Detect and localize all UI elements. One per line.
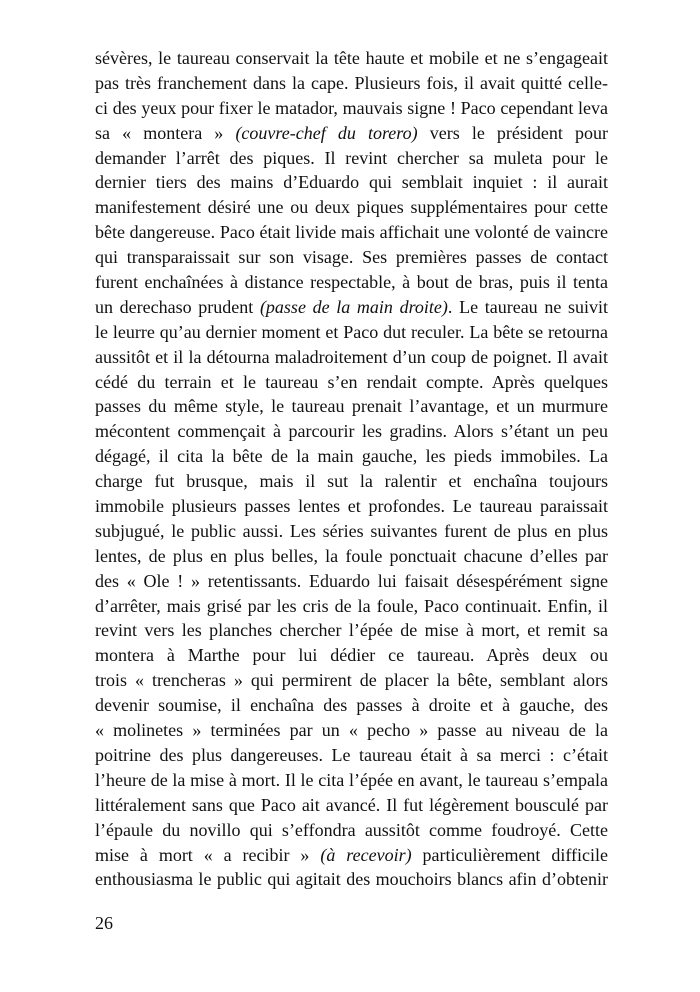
text-line [95,743,608,768]
text-line [95,170,608,195]
text-segment: qui transparaissait sur son visage. Ses premières passes de contact [95,247,608,268]
text-segment: un derechaso prudent [95,296,260,317]
text-line [95,419,608,444]
text-segment: littéralement sans que Paco ait avancé. Il fut légèrement bousculé par [95,794,608,815]
text-segment: ci des yeux pour fixer le matador, mauvais signe ! Paco cependant leva [95,97,608,118]
text-line [95,494,608,519]
text-segment: devenir soumise, il enchaîna des passes à droite et à gauche, des [95,695,608,716]
text-segment: furent enchaînées à distance respectable, à bout de bras, puis il tenta [95,272,608,293]
text-segment: passes du même style, le taureau prenait l’avantage, et un murmure [95,396,608,417]
text-line [95,345,608,370]
text-line [95,96,608,121]
text-segment: trois « trencheras » qui permirent de placer la bête, semblant alors [95,670,608,691]
text-segment: sévères, le taureau conservait la tête haute et mobile et ne s’engageait [95,48,608,68]
text-line [95,469,608,494]
text-line [95,220,608,245]
text-segment: aussitôt et il la détourna maladroitement d’un coup de poignet. Il avait [95,346,608,367]
text-line [95,270,608,295]
text-line [95,195,608,220]
text-segment: immobile plusieurs passes lentes et profondes. Le taureau paraissait [95,496,608,517]
text-line [95,46,608,71]
text-segment: manifestement désiré une ou deux piques supplémentaires pour cette [95,197,608,218]
text-line [95,867,608,892]
text-line [95,146,608,171]
page-number: 26 [95,913,113,933]
text-segment: d’arrêter, mais grisé par les cris de la foule, Paco continuait. Enfin, il [95,595,608,616]
text-line [95,245,608,270]
text-line [95,295,608,320]
text-segment: sa « montera » [95,122,236,143]
text-segment: pas très franchement dans la cape. Plusieurs fois, il avait quitté celle- [95,72,608,93]
italic-gloss: (à recevoir) [320,844,412,865]
text-line [95,394,608,419]
text-segment: le leurre qu’au dernier moment et Paco dut reculer. La bête se retourna [95,321,608,342]
text-line [95,718,608,743]
body-text [95,46,608,892]
text-segment: subjugué, le public aussi. Les séries suivantes furent de plus en plus [95,520,608,541]
text-line [95,693,608,718]
text-line [95,843,608,868]
text-line [95,370,608,395]
text-segment: particulièrement difficile [411,844,608,865]
text-segment: poitrine des plus dangereuses. Le taureau était à sa merci : c’était [95,744,608,765]
text-segment: montera à Marthe pour lui dédier ce taureau. Après deux ou [95,645,608,666]
text-line [95,668,608,693]
text-line [95,71,608,96]
text-line [95,618,608,643]
text-segment: demander l’arrêt des piques. Il revint chercher sa muleta pour le [95,147,608,168]
text-segment: dernier tiers des mains d’Eduardo qui semblait inquiet : il aurait [95,172,608,193]
text-segment: « molinetes » terminées par un « pecho » passe au niveau de la [95,720,608,741]
text-line [95,519,608,544]
text-segment: lentes, de plus en plus belles, la foule ponctuait chacune d’elles par [95,545,608,566]
text-line [95,768,608,793]
text-segment: des « Ole ! » retentissants. Eduardo lui faisait désespérément signe [95,570,608,591]
text-segment: . Le taureau ne suivit [447,296,608,317]
text-segment: bête dangereuse. Paco était livide mais affichait une volonté de vaincre [95,222,608,243]
text-line [95,444,608,469]
text-line [95,793,608,818]
text-line [95,544,608,569]
text-segment: cédé du terrain et le taureau s’en rendait compte. Après quelques [95,371,608,392]
text-segment: l’épaule du novillo qui s’effondra aussitôt comme foudroyé. Cette [95,819,608,840]
text-line [95,320,608,345]
text-line [95,594,608,619]
text-segment: l’heure de la mise à mort. Il le cita l’épée en avant, le taureau s’empala [95,769,608,790]
text-segment: revint vers les planches chercher l’épée de mise à mort, et remit sa [95,620,608,641]
text-segment: mise à mort « a recibir » [95,844,321,865]
text-segment: charge fut brusque, mais il sut la ralentir et enchaîna toujours [95,471,608,492]
text-segment: vers le président pour [417,122,609,143]
italic-gloss: (couvre-chef du torero) [235,122,418,143]
text-segment: enthousiasma le public qui agitait des mouchoirs blancs afin d’obtenir [95,869,608,890]
text-segment: dégagé, il cita la bête de la main gauche, les pieds immobiles. La [95,446,608,467]
text-line [95,818,608,843]
text-line [95,643,608,668]
italic-gloss: (passe de la main droite) [259,296,448,317]
text-line [95,569,608,594]
text-segment: mécontent commençait à parcourir les gradins. Alors s’étant un peu [95,421,608,442]
text-line [95,121,608,146]
